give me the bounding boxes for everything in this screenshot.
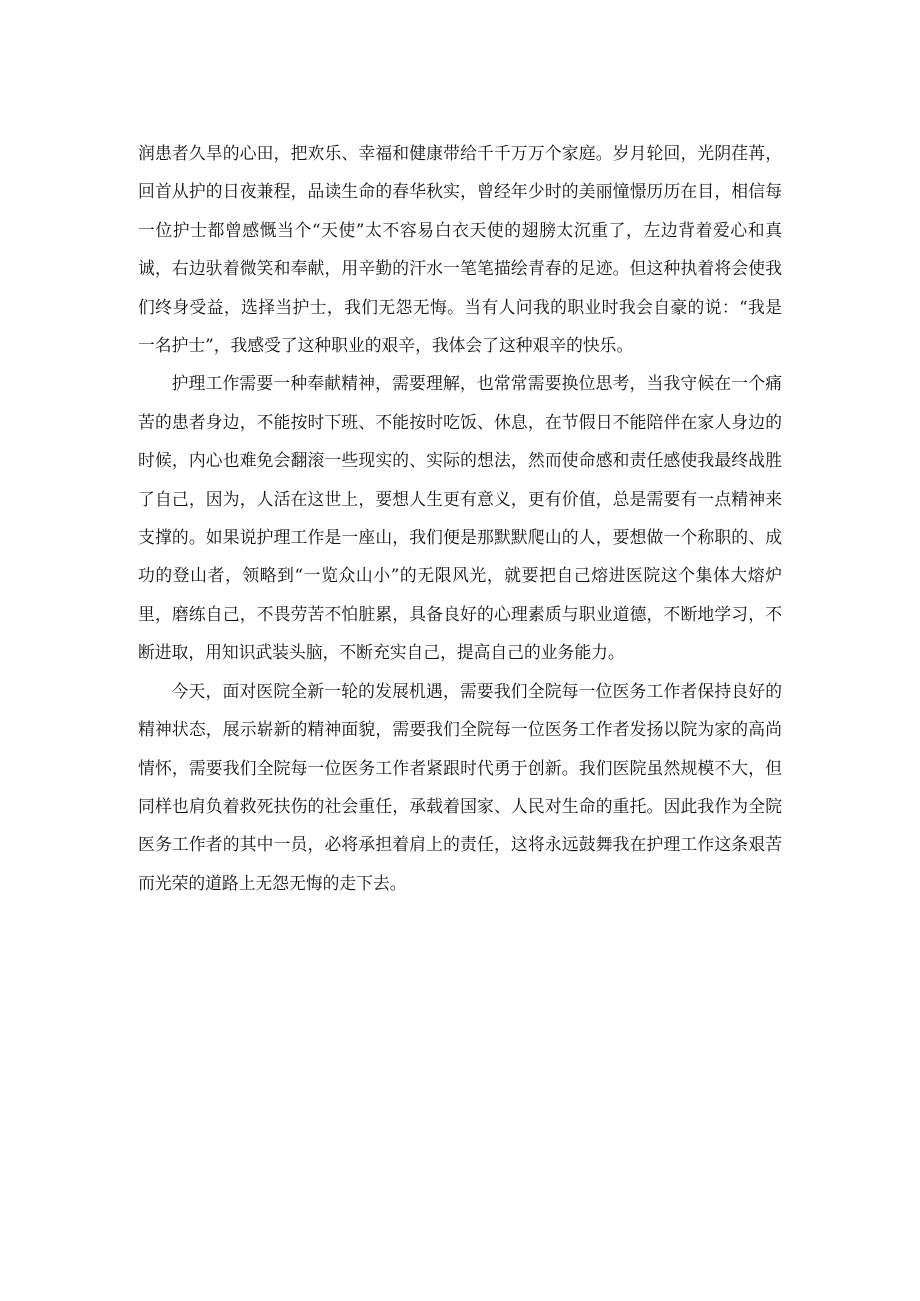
paragraph-2: 护理工作需要一种奉献精神，需要理解，也常常需要换位思考，当我守候在一个痛苦的患者身边，不能按时下班、不能按时吃饭、休息，在节假日不能陪伴在家人身边的时候，内心也难免会翻滚一些现实的、实际的想法，然而使命感和责任感使我最终战胜了自己，因为，人活在这世上，要想人生更有意义，更有价值，总是需要有一点精神来支撑的。如果说护理工作是一座山，我们便是那默默爬山的人，要想做一个称职的、成功的登山者，领略到“一览众山小”的无限风光，就要把自己熔进医院这个集体大熔炉里，磨练自己，不畏劳苦不怕脏累，具备良好的心理素质与职业道德，不断地学习，不断进取，用知识武装头脑，不断充实自己，提高自己的业务能力。	[138, 373, 782, 663]
paragraph-3: 今天，面对医院全新一轮的发展机遇，需要我们全院每一位医务工作者保持良好的精神状态，展示崭新的精神面貌，需要我们全院每一位医务工作者发扬以院为家的高尚情怀，需要我们全院每一位医务工作者紧跟时代勇于创新。我们医院虽然规模不大，但同样也肩负着救死扶伤的社会重任，承载着国家、人民对生命的重托。因此我作为全院医务工作者的其中一员，必将承担着肩上的责任，这将永远鼓舞我在护理工作这条艰苦而光荣的道路上无怨无悔的走下去。	[138, 680, 782, 893]
paragraph-1: 润患者久旱的心田，把欢乐、幸福和健康带给千千万万个家庭。岁月轮回，光阴荏苒，回首从护的日夜兼程，品读生命的春华秋实，曾经年少时的美丽憧憬历历在目，相信每一位护士都曾感慨当个“天使”太不容易白衣天使的翅膀太沉重了，左边背着爱心和真诚，右边驮着微笑和奉献，用辛勤的汗水一笔笔描绘青春的足迹。但这种执着将会使我们终身受益，选择当护士，我们无怨无悔。当有人问我的职业时我会自豪的说：“我是一名护士”，我感受了这种职业的艰辛，我体会了这种艰辛的快乐。	[138, 143, 782, 356]
document-body	[138, 134, 782, 902]
